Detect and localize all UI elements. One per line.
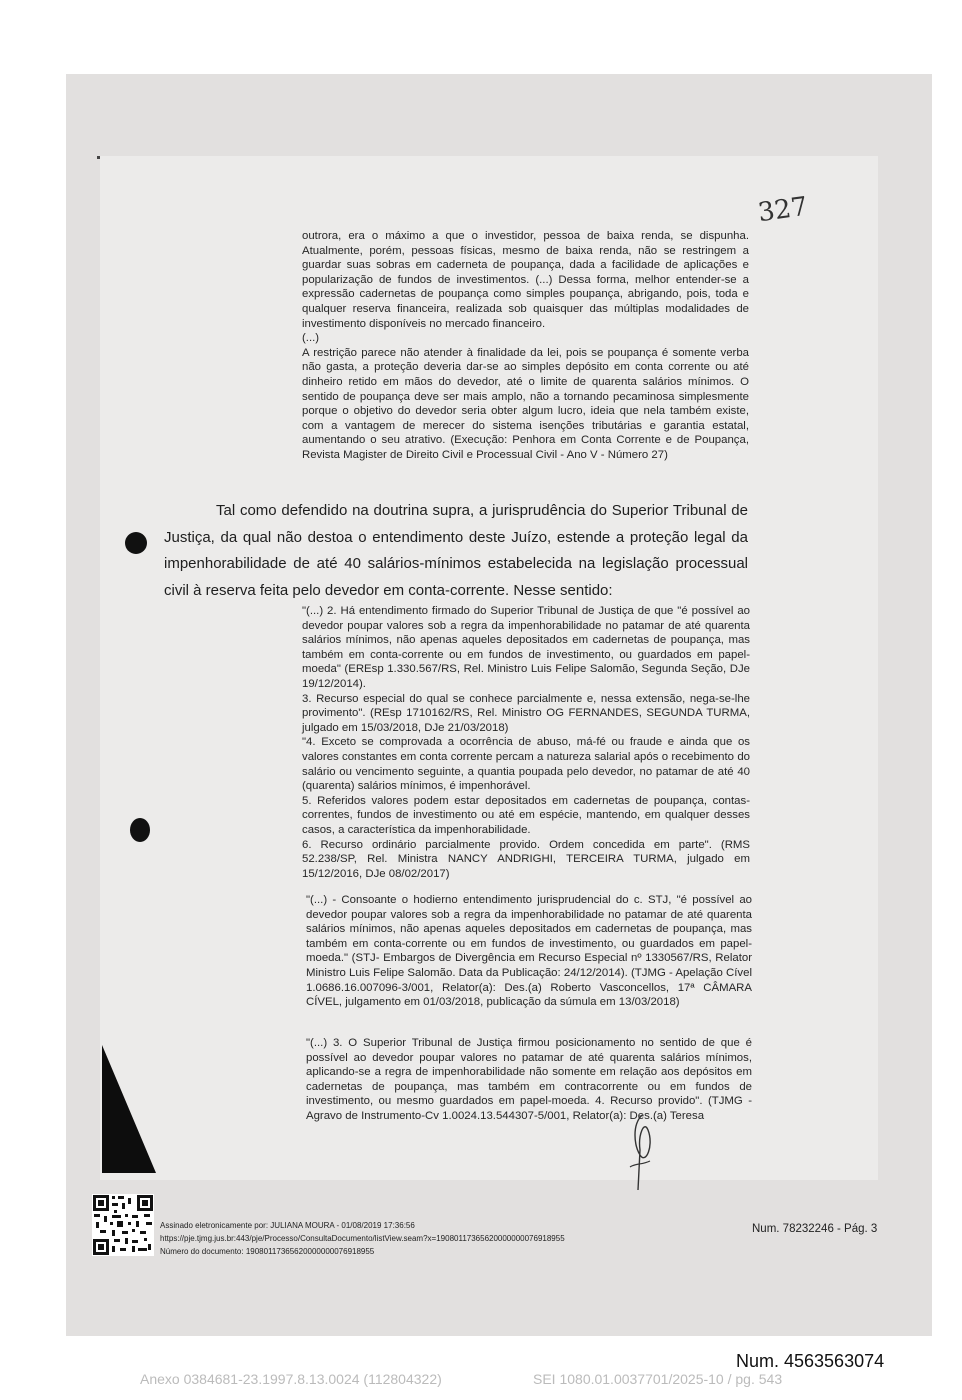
document-num: Num. 4563563074 bbox=[736, 1351, 885, 1371]
page-reference: Num. 78232246 - Pág. 3 bbox=[752, 1223, 878, 1235]
handwritten-signature bbox=[612, 1105, 672, 1195]
document-number: Número do documento: 19080117365620000000076918955 bbox=[160, 1247, 375, 1256]
qr-code-icon bbox=[92, 1194, 154, 1256]
punch-hole-mark bbox=[125, 532, 147, 554]
doctrine-quote: outrora, era o máximo a que o investidor, pessoa de baixa renda, se dispunha. Atualmente, porém, pessoas físicas, mesmo de baixa renda, não se restringem a guardar suas sobras em caderneta de poupança, dada a facilidade de aplicações e popularização de fundos de investimentos. (...) Dessa forma, melhor entender-se a expressão cadernetas de poupança como simples poupança, abrigando, pois, toda e qualquer reserva financeira, realizada sob quaisquer das múltiplas modalidades de investimento disponíveis no mercado financeiro. (...) A restrição parece não atender à finalidade da lei, pois se poupança é somente verba não gasta, a proteção deveria dar-se ao simples depósito em conta corrente ou até dinheiro retido em mãos do devedor, até o limite de quarenta salários mínimos. O sentido de poupança deve ser mais amplo, não a tornando pecaminosa simplesmente porque o objetivo do devedor seria obter algum lucro, ideia que nela também existe, com a vantagem de merecer do sistema isenções tributárias e garantia estatal, aumentando o seu atrativo. (Execução: Penhora em Conta Corrente e de Poupança, Revista Magister de Direito Civil e Processual Civil - Ano V - Número 27) bbox=[302, 230, 749, 461]
signature-footer bbox=[160, 1219, 565, 1258]
jurisprudence-quote-1: "(...) 2. Há entendimento firmado do Superior Tribunal de Justiça de que "é possível ao devedor poupar valores sob a regra da impenhorabilidade no patamar de até quarenta salários mínimos, não apenas aqueles depositados em cadernetas de poupança, mas também em conta-corrente ou em fundos de investimento, ou guardados em papel-moeda" (EREsp 1.330.567/RS, Rel. Ministro Luis Felipe Salomão, Segunda Seção, DJe 19/12/2014). 3. Recurso especial do qual se conhece parcialmente e, nessa extensão, nega-se-lhe provimento". (REsp 1710162/RS, Rel. Ministro OG FERNANDES, SEGUNDA TURMA, julgado em 15/03/2018, DJe 21/03/2018) "4. Exceto se comprovada a ocorrência de abuso, má-fé ou fraude e ainda que os valores constantes em conta corrente percam a natureza salarial após o recebimento do salário ou vencimento seguinte, a quantia poupada pelo devedor, no patamar de até 40 (quarenta) salários mínimos, é impenhorável. 5. Referidos valores podem estar depositados em cadernetas de poupança, contas-correntes, fundos de investimento ou até em espécie, mantendo, em qualquer desses casos, a característica da impenhorabilidade. 6. Recurso ordinário parcialmente provido. Ordem concedida em parte". (RMS 52.238/SP, Rel. Ministra NANCY ANDRIGHI, TERCEIRA TURMA, julgado em 15/12/2016, DJe 08/02/2017) bbox=[302, 605, 750, 880]
document-url[interactable]: https://pje.tjmg.jus.br:443/pje/Processo/ConsultaDocumento/listView.seam?x=19080117365620000000076918955 bbox=[160, 1234, 565, 1243]
signed-by-line: Assinado eletronicamente por: JULIANA MOURA - 01/08/2019 17:36:56 bbox=[160, 1221, 415, 1230]
body-paragraph bbox=[164, 498, 748, 604]
scan-mark bbox=[97, 156, 100, 159]
punch-hole-mark bbox=[130, 818, 150, 842]
body-paragraph-text: Tal como defendido na doutrina supra, a jurisprudência do Superior Tribunal de Justiça, da qual não destoa o entendimento deste Juízo, estende a proteção legal da impenhorabilidade de até 40 salários-mínimos estabelecida na legislação processual civil à reserva feita pelo devedor em conta-corrente. Nesse sentido: bbox=[164, 502, 748, 599]
jurisprudence-quote-2: "(...) - Consoante o hodierno entendimento jurisprudencial do c. STJ, "é possível ao devedor poupar valores sob a regra da impenhorabilidade no patamar de até quarenta salários mínimos, não apenas aqueles depositados em cadernetas de poupança, mas também em conta-corrente ou em fundos de investimento, ou guardados em papel-moeda." (STJ- Embargos de Divergência em Recurso Especial nº 1330567/RS, Relator Ministro Luis Felipe Salomão. Data da Publicação: 24/12/2014). (TJMG - Apelação Cível 1.0686.16.007096-3/001, Relator(a): Des.(a) Roberto Vasconcellos, 17ª CÂMARA CÍVEL, julgamento em 01/03/2018, publicação da súmula em 13/03/2018) bbox=[306, 894, 752, 1009]
sei-reference: SEI 1080.01.0037701/2025-10 / pg. 543 bbox=[533, 1371, 783, 1387]
jurisprudence-quote-3: "(...) 3. O Superior Tribunal de Justiça firmou posicionamento no sentido de que é possível ao devedor poupar valores no patamar de até quarenta salários mínimos, aplicando-se a regra de impenhorabilidade não somente em relação aos depósitos em cadernetas de poupança, mas também em contracorrente ou em fundos de investimento, ou mesmo guardados em papel-moeda. 4. Recurso provido". (TJMG - Agravo de Instrumento-Cv 1.0024.13.544307-5/001, Relator(a): Des.(a) Teresa bbox=[306, 1037, 752, 1122]
annex-reference: Anexo 0384681-23.1997.8.13.0024 (112804322) bbox=[140, 1371, 442, 1387]
handwritten-page-number: 327 bbox=[756, 191, 810, 229]
copy-edge-shadow bbox=[100, 1045, 160, 1175]
